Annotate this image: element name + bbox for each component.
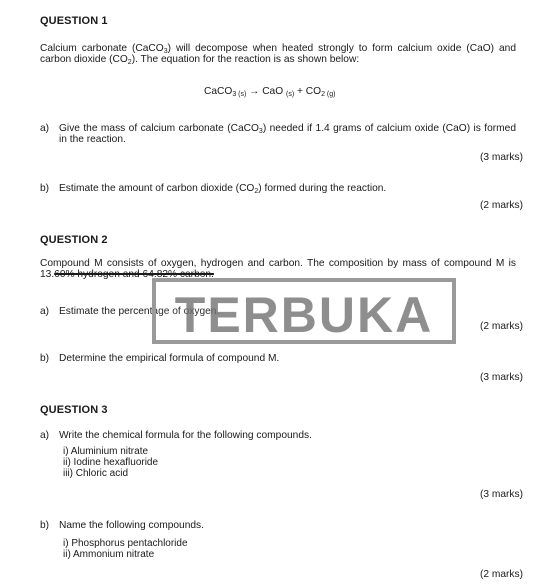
question-3a-marks: (3 marks): [479, 489, 523, 500]
question-3a-label: a): [40, 430, 50, 441]
question-1-intro: Calcium carbonate (CaCO$_3$) will decompose when heated strongly to form calcium oxide (CaO) and carbon dioxide $(CO_2)$. The equation for the reaction is as shown below:: [40, 43, 517, 66]
question-1b-label: b): [40, 183, 50, 194]
question-3a-list: [63, 446, 158, 479]
list-item: ii) Ammonium nitrate: [63, 549, 155, 560]
watermark-text: TERBUKA: [174, 287, 434, 343]
question-3-heading: QUESTION 3: [40, 404, 108, 416]
list-item: i) Phosphorus pentachloride: [63, 538, 188, 549]
question-3a-text: Write the chemical formula for the following compounds.: [59, 430, 312, 441]
list-item: ii) Iodine hexafluoride: [63, 457, 159, 468]
question-1b-text: Estimate the amount of carbon dioxide $(CO_2)$ formed during the reaction.: [59, 183, 387, 195]
question-2a-label: a): [40, 306, 50, 317]
question-1a-text: Give the mass of calcium carbonate (CaCO$_3$) needed if 1.4 grams of calcium oxide (CaO) is formed in the reaction.: [59, 123, 517, 145]
question-2b-label: b): [40, 353, 50, 364]
list-item: iii) Chloric acid: [63, 468, 129, 479]
question-1b-marks: (2 marks): [479, 200, 523, 211]
question-3b-list: [63, 538, 188, 560]
question-2-heading: QUESTION 2: [40, 234, 108, 246]
question-2b-marks: (3 marks): [479, 372, 523, 383]
question-3b-text: Name the following compounds.: [59, 520, 204, 531]
question-2a-marks: (2 marks): [479, 321, 523, 332]
question-1a-marks: (3 marks): [479, 152, 523, 163]
list-item: i) Aluminium nitrate: [63, 446, 149, 457]
question-2a-text: Estimate the percentage of oxygen.: [59, 306, 220, 317]
question-2b-text: Determine the empirical formula of compound M.: [59, 353, 280, 364]
question-1a-label: a): [40, 123, 50, 134]
question-3b-label: b): [40, 520, 50, 531]
reaction-equation: CaCO$_{3 (s)}$ → CaO $_{(s)} + CO_{2 (g)}$: [204, 86, 336, 98]
question-3b-marks: (2 marks): [479, 569, 523, 580]
question-1-heading: QUESTION 1: [40, 15, 108, 27]
question-2-intro: Compound M consists of oxygen, hydrogen and carbon. The composition by mass of compound M is 13.60% hydrogen and 64.82% carbon.: [40, 258, 516, 280]
